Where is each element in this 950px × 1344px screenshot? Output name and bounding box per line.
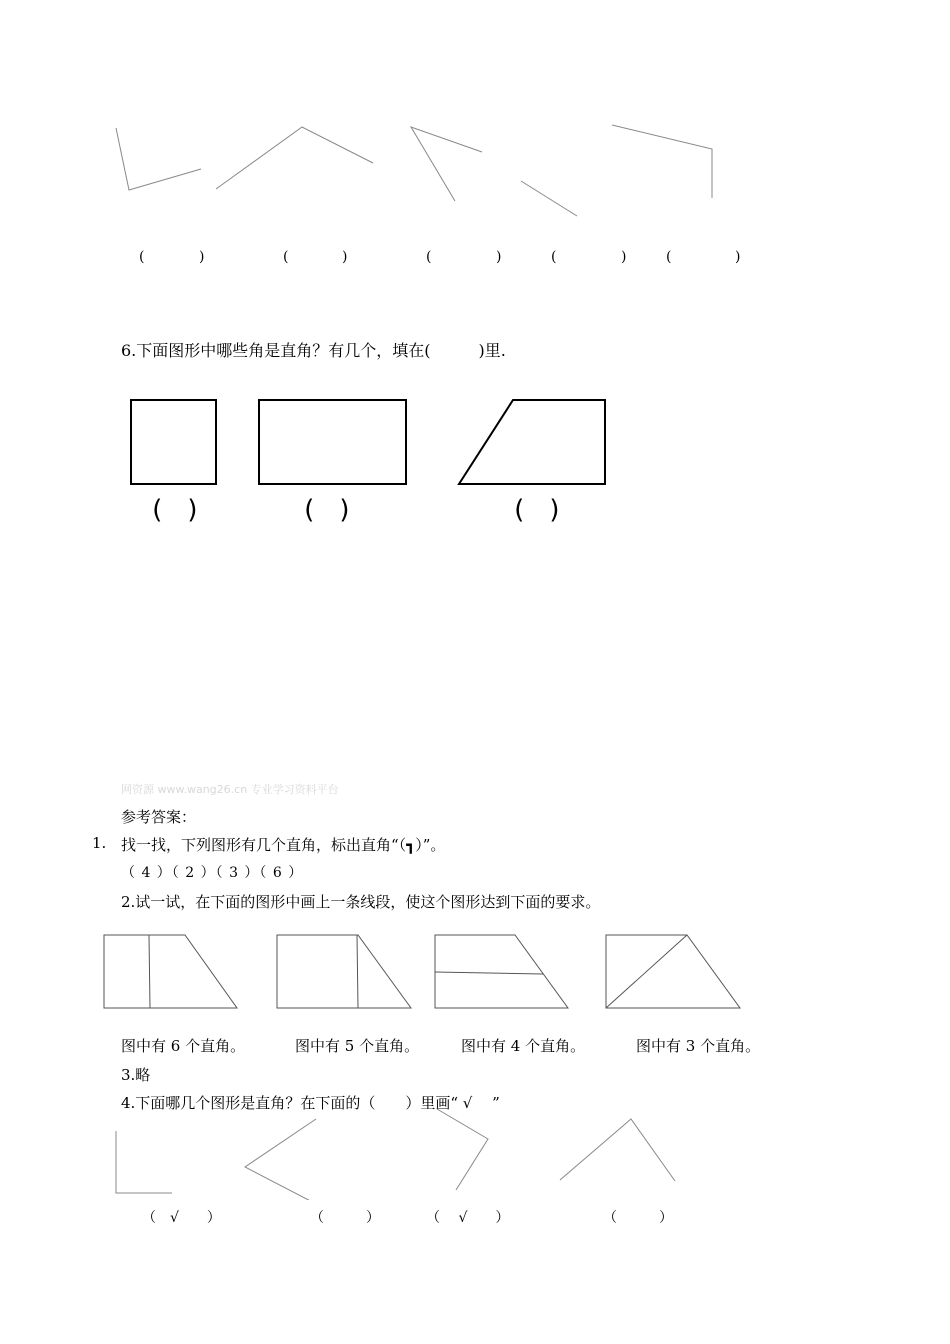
blank-open-1[interactable]: (: [139, 249, 145, 265]
answers-q2-text: 2.试一试，在下面的图形中画上一条线段，使这个图形达到下面的要求。: [121, 893, 601, 911]
q4-angle-1: [116, 1131, 172, 1193]
blank-close-5: ): [735, 249, 741, 265]
q4-answer-4: （ ）: [603, 1210, 673, 1226]
q4-answer-3: （ √ ）: [426, 1210, 510, 1226]
q2-caption-1: 图中有 6 个直角。: [121, 1037, 246, 1055]
answers-heading: 参考答案：: [121, 808, 197, 826]
watermark: 网资源 www.wang26.cn 专业学习资料平台: [121, 783, 339, 796]
q4-angle-4: [560, 1119, 675, 1181]
q4-angle-2: [245, 1119, 322, 1200]
blank-close-1: ): [199, 249, 205, 265]
blank-close-2: ): [342, 249, 348, 265]
q6-blank-close-1: ): [185, 495, 201, 525]
blank-open-5[interactable]: (: [666, 249, 672, 265]
q4-angle-3: [437, 1109, 488, 1190]
answers-q4-text: 4.下面哪几个图形是直角？在下面的（ ）里画“ √ ”: [121, 1094, 500, 1112]
q6-blank-close-2: ): [337, 495, 353, 525]
blank-close-4: ): [621, 249, 627, 265]
q6-title: 6.下面图形中哪些角是直角？有几个，填在( )里.: [121, 341, 506, 360]
q6-blank-open-2[interactable]: (: [301, 495, 317, 525]
answers-q1-number: 1.: [92, 834, 107, 852]
answers-q3-text: 3.略: [121, 1066, 151, 1084]
blank-open-4[interactable]: (: [551, 249, 557, 265]
q6-blank-close-3: ): [547, 495, 563, 525]
q4-answer-2: （ ）: [310, 1210, 380, 1226]
blank-open-3[interactable]: (: [426, 249, 432, 265]
right-angle-symbol-icon: ┓: [406, 836, 416, 854]
blank-open-2[interactable]: (: [283, 249, 289, 265]
q2-caption-4: 图中有 3 个直角。: [636, 1037, 761, 1055]
q6-blank-open-1[interactable]: (: [149, 495, 165, 525]
q2-caption-3: 图中有 4 个直角。: [461, 1037, 586, 1055]
q6-blank-open-3[interactable]: (: [511, 495, 527, 525]
blank-close-3: ): [496, 249, 502, 265]
answers-q1-text: 找一找，下列图形有几个直角，标出直角“（: [121, 836, 407, 854]
answers-q1-tail: ）”。: [415, 836, 446, 854]
answers-q1-values: （ 4 ）（ 2 ）（ 3 ）（ 6 ）: [121, 865, 304, 881]
q2-caption-2: 图中有 5 个直角。: [295, 1037, 420, 1055]
q4-answer-1: （ √ ）: [142, 1210, 221, 1226]
